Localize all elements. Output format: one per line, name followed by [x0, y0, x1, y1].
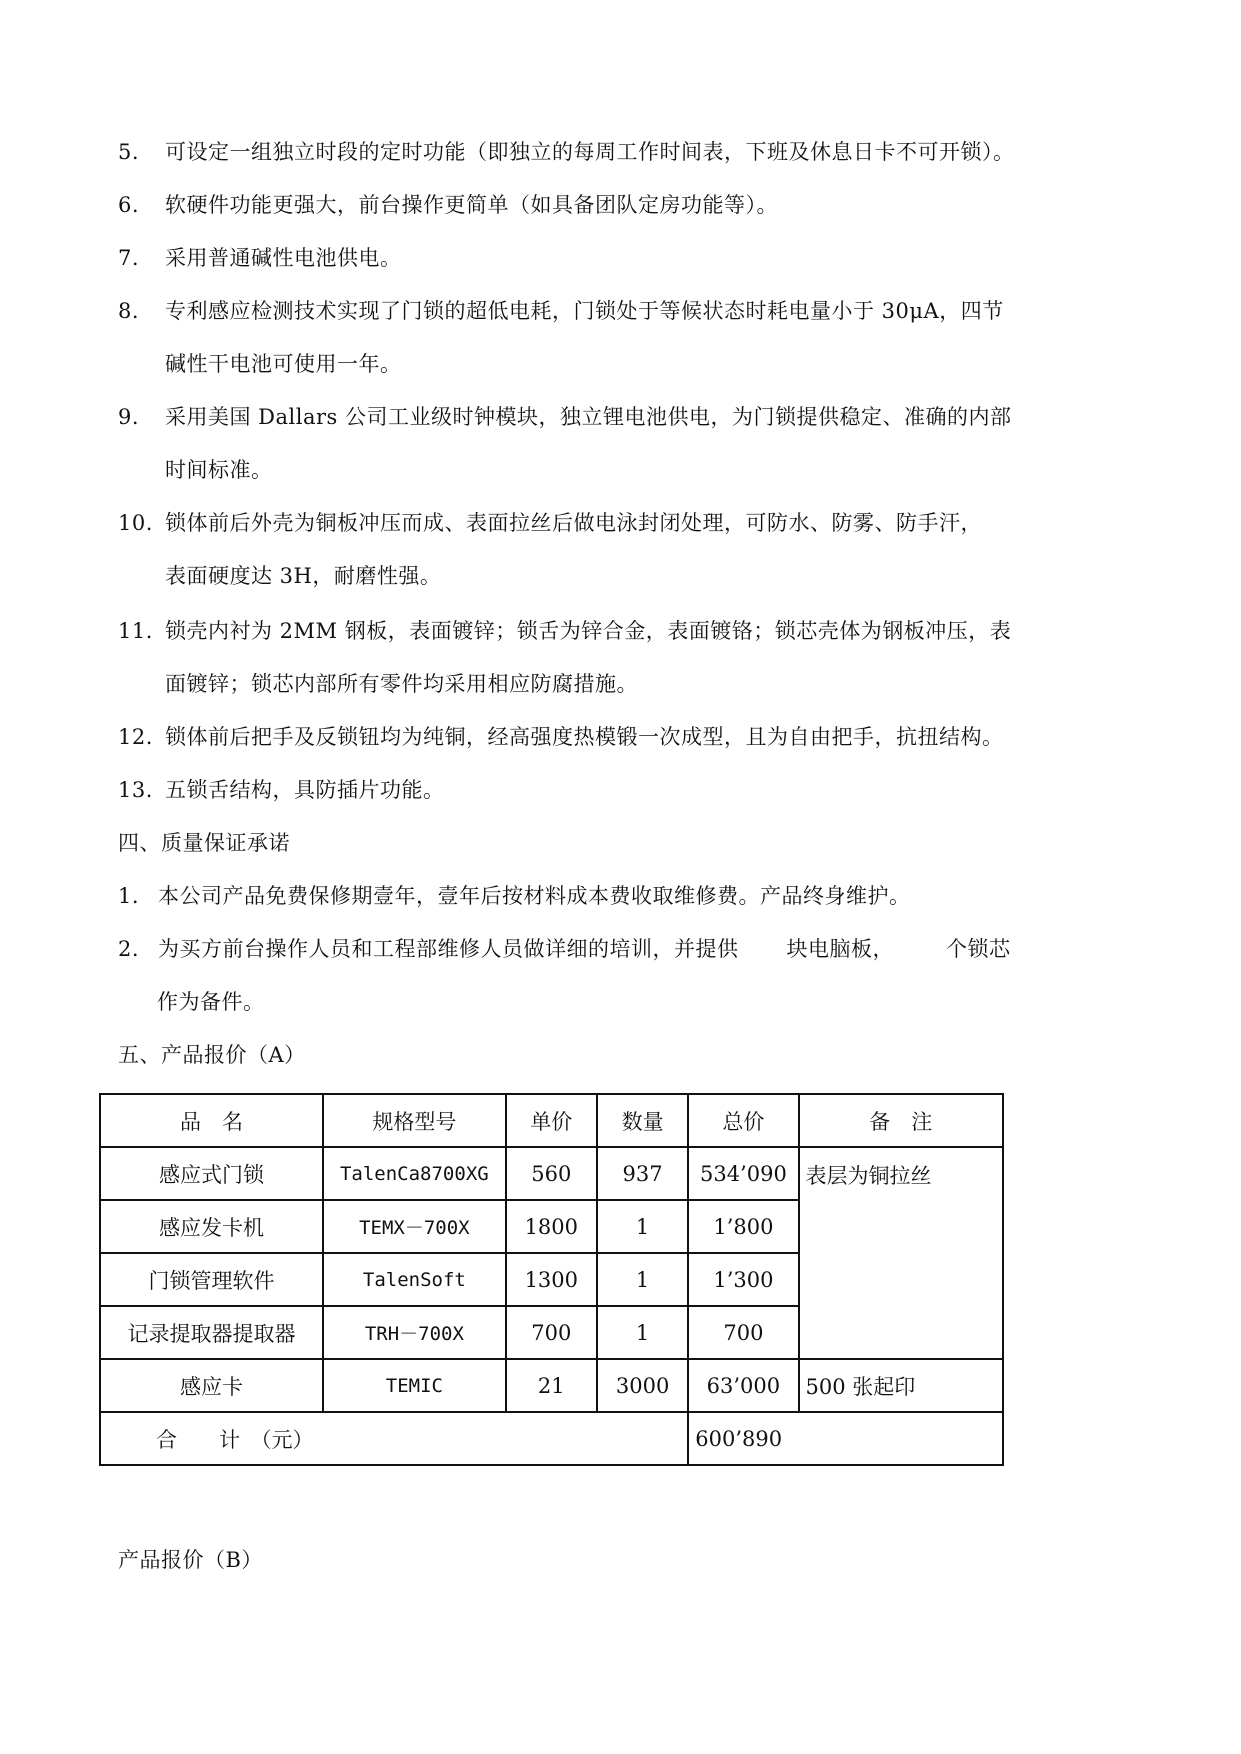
cell-qty: 3000 [597, 1359, 688, 1412]
cell-name: 感应发卡机 [100, 1200, 323, 1253]
header-note: 备 注 [799, 1094, 1003, 1147]
cell-total: 700 [688, 1306, 798, 1359]
feature-item-8-cont: 碱性干电池可使用一年。 [165, 352, 402, 376]
header-total: 总价 [688, 1094, 798, 1147]
feature-item-10-cont: 表面硬度达 3H，耐磨性强。 [165, 564, 442, 588]
cell-qty: 1 [597, 1306, 688, 1359]
cell-total: 1’800 [688, 1200, 798, 1253]
section-5-title: 五、产品报价（A） [118, 1043, 306, 1067]
cell-model: TalenSoft [323, 1253, 506, 1306]
cell-qty: 937 [597, 1147, 688, 1200]
cell-unit-price: 700 [506, 1306, 597, 1359]
cell-total: 63’000 [688, 1359, 798, 1412]
cell-note-merged: 表层为铜拉丝 [799, 1147, 1003, 1359]
feature-item-8: 8. 专利感应检测技术实现了门锁的超低电耗，门锁处于等候状态时耗电量小于 30μA，四节 [118, 299, 1004, 323]
cell-model: TRH－700X [323, 1306, 506, 1359]
feature-item-13: 13. 五锁舌结构，具防插片功能。 [118, 778, 445, 802]
feature-item-5: 5. 可设定一组独立时段的定时功能（即独立的每周工作时间表，下班及休息日卡不可开锁）。 [118, 140, 1015, 164]
feature-item-7: 7. 采用普通碱性电池供电。 [118, 246, 402, 270]
table-sum-row [100, 1412, 1003, 1465]
cell-name: 感应式门锁 [100, 1147, 323, 1200]
warranty-item-1: 1. 本公司产品免费保修期壹年，壹年后按材料成本费收取维修费。产品终身维护。 [118, 884, 911, 908]
section-4-title: 四、质量保证承诺 [118, 831, 290, 855]
cell-unit-price: 560 [506, 1147, 597, 1200]
cell-unit-price: 1800 [506, 1200, 597, 1253]
feature-item-9-cont: 时间标准。 [165, 458, 273, 482]
cell-unit-price: 1300 [506, 1253, 597, 1306]
cell-total: 1’300 [688, 1253, 798, 1306]
feature-item-6: 6. 软硬件功能更强大，前台操作更简单（如具备团队定房功能等）。 [118, 193, 778, 217]
cell-model: TEMX－700X [323, 1200, 506, 1253]
sum-label: 合 计 （元） [100, 1412, 688, 1465]
sum-value: 600’890 [688, 1412, 1003, 1465]
cell-total: 534’090 [688, 1147, 798, 1200]
table-header-row [100, 1094, 1003, 1147]
table-row [100, 1147, 1003, 1200]
header-qty: 数量 [597, 1094, 688, 1147]
warranty-item-2-cont: 作为备件。 [157, 990, 265, 1014]
cell-note: 500 张起印 [799, 1359, 1003, 1412]
cell-unit-price: 21 [506, 1359, 597, 1412]
cell-name: 记录提取器提取器 [100, 1306, 323, 1359]
cell-model: TEMIC [323, 1359, 506, 1412]
section-b-title: 产品报价（B） [118, 1548, 263, 1572]
feature-item-11: 11. 锁壳内衬为 2MM 钢板，表面镀锌；锁舌为锌合金，表面镀铬；锁芯壳体为钢板冲压，表 [118, 619, 1012, 643]
cell-qty: 1 [597, 1253, 688, 1306]
feature-item-11-cont: 面镀锌；锁芯内部所有零件均采用相应防腐措施。 [165, 672, 638, 696]
cell-name: 门锁管理软件 [100, 1253, 323, 1306]
cell-model: TalenCa8700XG [323, 1147, 506, 1200]
feature-item-10: 10. 锁体前后外壳为铜板冲压而成、表面拉丝后做电泳封闭处理，可防水、防雾、防手汗， [118, 511, 982, 535]
warranty-item-2: 2. 为买方前台操作人员和工程部维修人员做详细的培训，并提供 块电脑板， 个锁芯 [118, 937, 1011, 961]
cell-qty: 1 [597, 1200, 688, 1253]
header-unit-price: 单价 [506, 1094, 597, 1147]
header-name: 品 名 [100, 1094, 323, 1147]
quote-table-a [99, 1093, 1004, 1466]
feature-item-12: 12. 锁体前后把手及反锁钮均为纯铜，经高强度热模锻一次成型，且为自由把手，抗扭结构。 [118, 725, 1004, 749]
feature-item-9: 9. 采用美国 Dallars 公司工业级时钟模块，独立锂电池供电，为门锁提供稳定、准确的内部 [118, 405, 1012, 429]
cell-name: 感应卡 [100, 1359, 323, 1412]
header-model: 规格型号 [323, 1094, 506, 1147]
table-row [100, 1359, 1003, 1412]
